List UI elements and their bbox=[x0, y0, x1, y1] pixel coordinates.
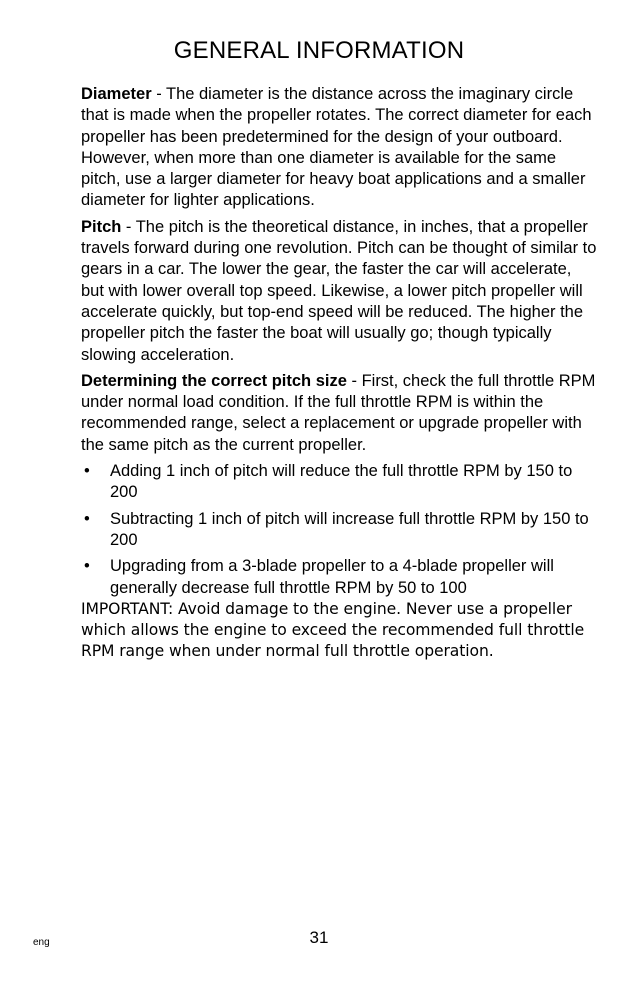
pitch-effects-list bbox=[81, 461, 597, 599]
list-item bbox=[81, 461, 597, 504]
list-item-text: Upgrading from a 3-blade propeller to a 4-blade propeller will generally decrease full throttle RPM by 50 to 100 bbox=[110, 557, 554, 597]
list-item bbox=[81, 509, 597, 552]
bullet-icon: • bbox=[84, 462, 90, 481]
diameter-paragraph bbox=[81, 84, 597, 212]
bullet-icon: • bbox=[84, 509, 90, 528]
page-title: GENERAL INFORMATION bbox=[173, 37, 465, 64]
determining-pitch-paragraph bbox=[81, 371, 597, 456]
important-notice: IMPORTANT: Avoid damage to the engine. Never use a propeller which allows the engine to exceed the recommended full throttle RPM range when under normal full throttle operation. bbox=[81, 599, 585, 661]
diameter-term: Diameter bbox=[81, 85, 152, 103]
pitch-paragraph bbox=[81, 217, 597, 366]
pitch-text: - The pitch is the theoretical distance, in inches, that a propeller travels forward during one revolution. Pitch can be thought of similar to gears in a car. The lower the gear, the faster the car will accelerate, but with lower overall top speed. Likewise, a lower pitch propeller will accelerate quickly, but top-end speed will be reduced. The higher the propeller pitch the faster the boat will usually go; though typically slowing acceleration. bbox=[81, 217, 597, 364]
list-item-text: Subtracting 1 inch of pitch will increase full throttle RPM by 150 to 200 bbox=[110, 509, 589, 549]
list-item-text: Adding 1 inch of pitch will reduce the full throttle RPM by 150 to 200 bbox=[110, 462, 573, 502]
document-body bbox=[81, 84, 597, 663]
list-item bbox=[81, 556, 597, 599]
diameter-text: - The diameter is the distance across the imaginary circle that is made when the propeller rotates. The correct diameter for each propeller has been predetermined for the design of your outboard. However, when more than one diameter is available for the same pitch, use a larger diameter for heavy boat applications and a smaller diameter for lighter applications. bbox=[81, 85, 592, 210]
page-number: 31 bbox=[309, 928, 329, 947]
determining-pitch-term: Determining the correct pitch size bbox=[81, 371, 347, 390]
determining-pitch-text: - First, check the full throttle RPM under normal load condition. If the full throttle RPM is within the recommended range, select a replacement or upgrade propeller with the same pitch as the current propeller. bbox=[81, 371, 596, 454]
bullet-icon: • bbox=[84, 557, 90, 576]
footer-language: eng bbox=[33, 937, 50, 948]
pitch-term: Pitch bbox=[81, 217, 122, 236]
